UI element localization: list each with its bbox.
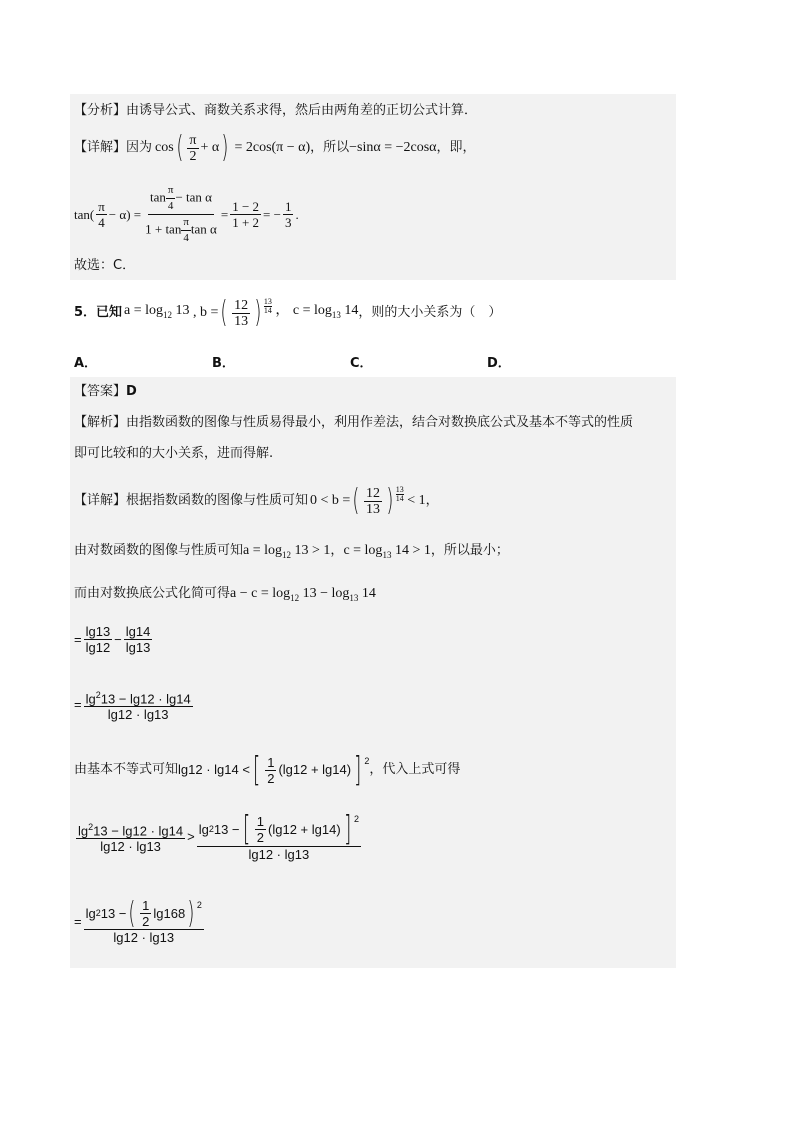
step-2-formula: = $\frac{\lg^213 - \lg 12 \cdot \lg 14}{\lg 12 \cdot \lg 13}$: [74, 690, 191, 723]
answer-label: 【答案】: [74, 384, 127, 399]
detail-text: ，所以: [310, 140, 350, 155]
b-range-formula: 0 < b = ( $\frac{12}{13}$ ) 13 14 < 1: [310, 483, 426, 518]
detail2-text: ，: [425, 493, 439, 508]
question-number: 5．已知: [74, 305, 123, 320]
analysis2-line-1: [74, 415, 633, 431]
detail2-label: 【详解】: [74, 493, 127, 508]
option-a: A．: [74, 356, 98, 371]
c-gt-1-formula: $c = \log_{13} 14 > 1$: [343, 543, 431, 560]
step-1-formula: = $\frac{\lg 13}{\lg 12}$ − $\frac{\lg 14}{\lg 13}$: [74, 624, 151, 655]
option-b: B．: [212, 356, 235, 371]
detail2-text: 根据指数函数的图像与性质可知: [126, 493, 309, 508]
option-d: D．: [487, 356, 511, 371]
step-3-formula: $\frac{\lg^213 - \lg 12 \cdot \lg 14}{\lg 12 \cdot \lg 13}$ > lg 2 13 − [ $\frac{1}{2}$ (lg12 + lg14) ] 2 lg12 · lg13: [78, 809, 359, 862]
answer-value: D: [126, 384, 137, 399]
detail-text: 因为: [126, 140, 153, 155]
a-minus-c-formula: $a - c = \log_{12} 13 - \log_{13} 14$: [230, 586, 376, 603]
inequality-text: 由基本不等式可知: [74, 762, 179, 777]
basic-inequality-formula: lg12 · lg14 < [ $\frac{1}{2}$ (lg12 + lg14) ] 2: [178, 750, 370, 790]
option-c: C．: [350, 356, 373, 371]
question-5: [74, 292, 501, 334]
log-text: ，: [330, 543, 344, 558]
detail2-line: [74, 478, 439, 524]
analysis-line: [74, 103, 477, 119]
analysis-text: 由诱导公式、商数关系求得，然后由两角差的正切公式计算．: [126, 103, 478, 118]
choice-line: 故选：C．: [74, 258, 136, 273]
question-a-formula: $a = \log_{12} 13$: [124, 303, 190, 320]
log-text: 由对数函数的图像与性质可知: [74, 543, 244, 558]
detail-label: 【详解】: [74, 140, 127, 155]
step-4-formula: = lg 2 13 − ( $\frac{1}{2}$ lg168 ) 2 lg12 · lg13: [74, 895, 202, 945]
inequality-line: [74, 748, 460, 792]
a-gt-1-formula: $a = \log_{12} 13 > 1$: [243, 543, 331, 560]
answer-block-bg: [70, 377, 676, 968]
log-compare-line: [74, 543, 509, 563]
detail-line-1: [74, 128, 476, 168]
question-b-formula: , b = ( $\frac{12}{13}$ ) 13 14: [189, 295, 272, 330]
change-base-line: [74, 586, 376, 606]
cos-formula: cos ( $\frac{\pi}{2}$ + α ) = 2cos(π − α): [155, 130, 311, 165]
answer-line: [74, 384, 137, 400]
detail-text: ，即，: [436, 140, 476, 155]
log-text: ，所以最小；: [430, 543, 509, 558]
question-text: ，则的大小关系为（ ）: [358, 305, 502, 320]
tan-formula: tan( $\frac{\pi}{4}$ − α) = tan $\frac{\pi}{4}$ − tan α 1 + tan $\frac{\pi}{4}$ tan α = $\frac{1 - 2}{1 + 2}$ = − $\frac{1}{3}$ .: [74, 184, 299, 244]
analysis2-line-2: 即可比较和的大小关系，进而得解.: [74, 446, 274, 461]
analysis-label: 【分析】: [74, 103, 127, 118]
change-base-text: 而由对数换底公式化简可得: [74, 586, 231, 601]
analysis2-text: 由指数函数的图像与性质易得最小，利用作差法，结合对数换底公式及基本不等式的性质: [126, 415, 634, 430]
question-c-formula: ， $c = \log_{13} 14$: [271, 303, 359, 320]
analysis2-label: 【解析】: [74, 415, 127, 430]
sin-cos-formula: −sinα = −2cosα: [349, 140, 437, 155]
inequality-text: ，代入上式可得: [369, 762, 461, 777]
